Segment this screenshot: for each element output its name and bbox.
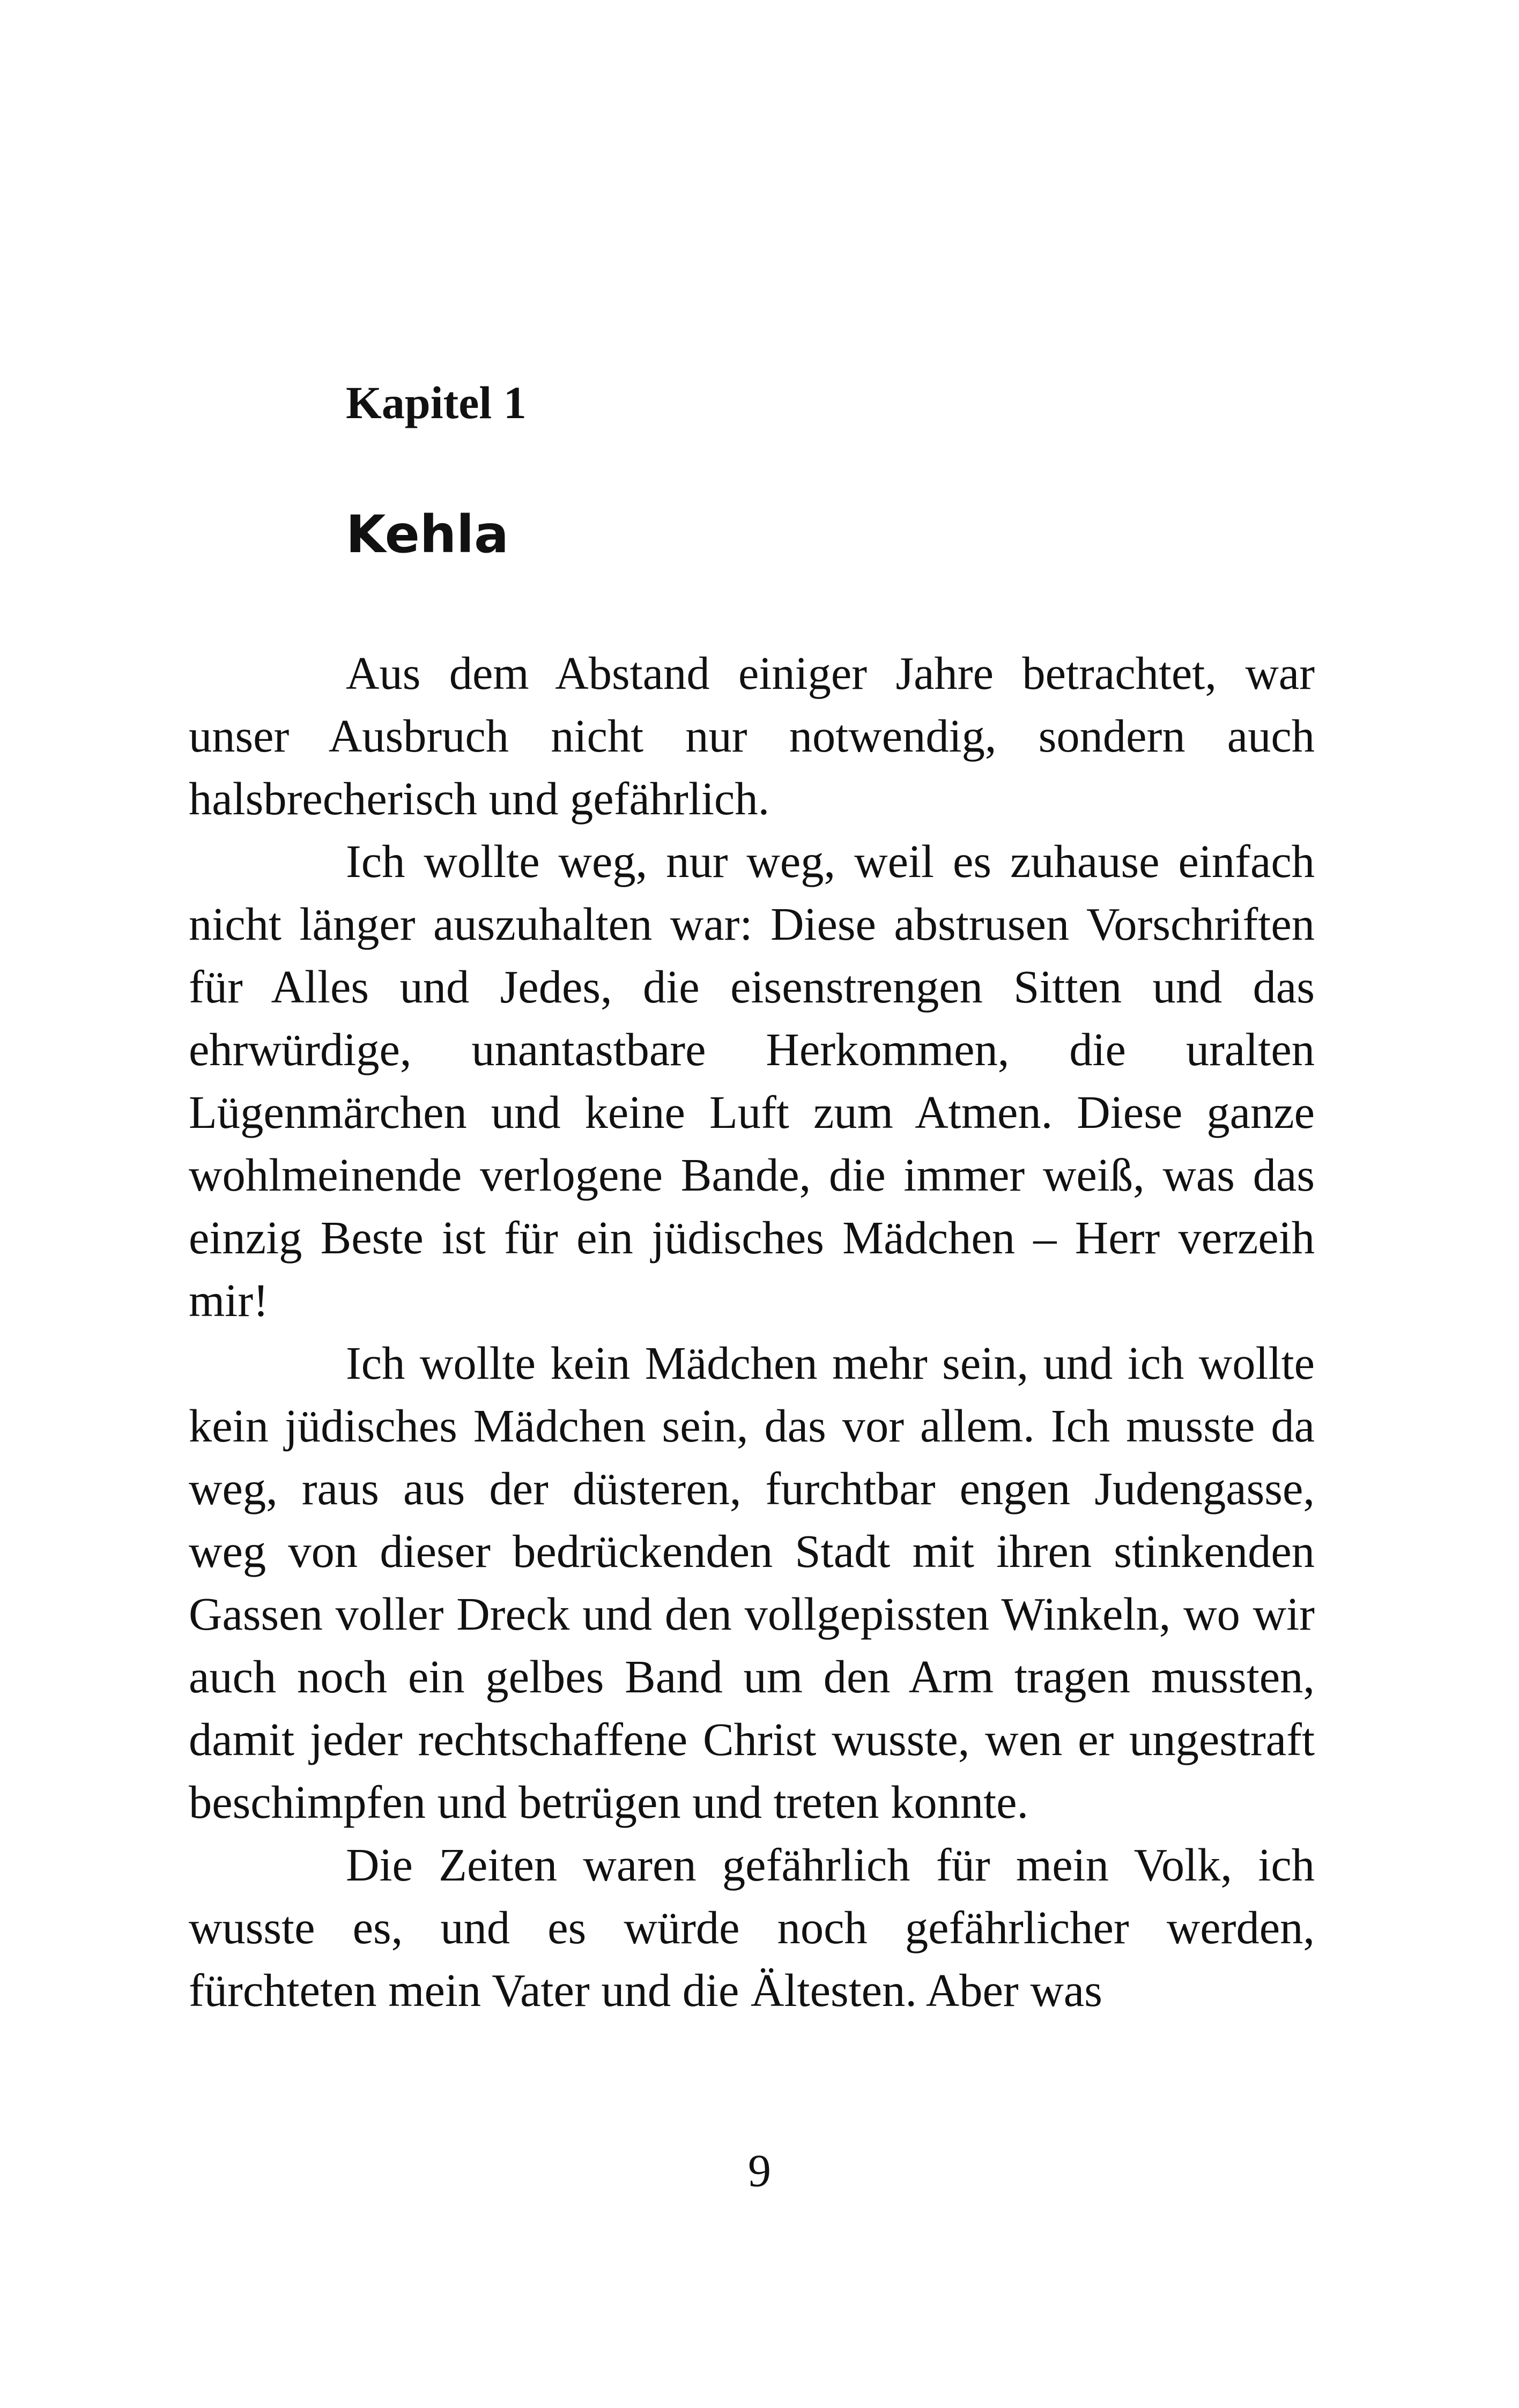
paragraph: Ich wollte weg, nur weg, weil es zuhause einfach nicht länger auszuhalten war: Diese abstrusen Vorschriften für Alles und Jedes, die eisenstrengen Sitten und das ehrwürdige, unantastbare Herkommen, die uralten Lügenmärchen und keine Luft zum Atmen. Diese ganze wohlmeinende verlogene Bande, die immer weiß, was das einzig Beste ist für ein jüdisches Mädchen – Herr verzeih mir! (189, 836, 1315, 1326)
paragraph: Die Zeiten waren gefährlich für mein Volk, ich wusste es, und es würde noch gefährlicher werden, fürchteten mein Vater und die Ältesten. Aber was (189, 1839, 1315, 2016)
chapter-title: Kehla (346, 504, 509, 564)
paragraph: Ich wollte kein Mädchen mehr sein, und ich wollte kein jüdisches Mädchen sein, das vor allem. Ich musste da weg, raus aus der düsteren, furchtbar engen Judengasse, weg von dieser bedrückenden Stadt mit ihren stinkenden Gassen voller Dreck und den vollgepissten Winkeln, wo wir auch noch ein gelbes Band um den Arm tragen mussten, damit jeder rechtschaffene Christ wusste, wen er ungestraft beschimpfen und betrügen und treten konnte. (189, 1337, 1315, 1828)
page-number: 9 (748, 2145, 771, 2196)
paragraph: Aus dem Abstand einiger Jahre betrachtet, war unser Ausbruch nicht nur notwendig, sondern auch halsbrecherisch und gefährlich. (189, 648, 1315, 824)
body-text (189, 642, 1315, 2022)
chapter-label: Kapitel 1 (346, 377, 527, 428)
